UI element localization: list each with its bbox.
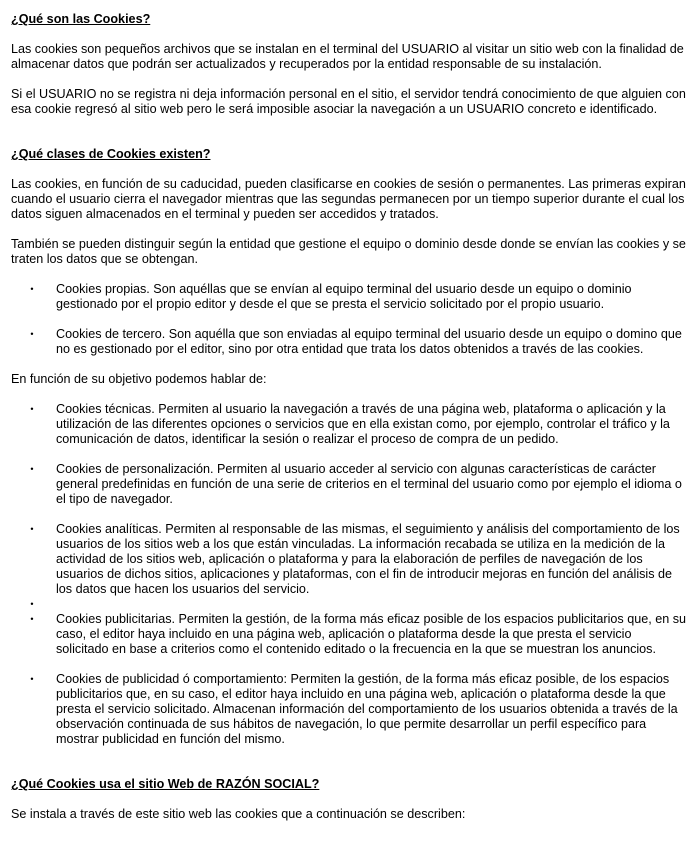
list-item-text: Cookies publicitarias. Permiten la gestión, de la forma más eficaz posible de los espacios publicitarios que, en su caso, el editor haya incluido en una página web, aplicación o plataforma desde la que presta el servicio solicitado en base a criterios como el contenido editado o la frecuencia en la que se muestran los anuncios. [56, 612, 687, 656]
paragraph-anonymous-user: Si el USUARIO no se registra ni deja información personal en el sitio, el servidor tendrá conocimiento de que alguien con esa cookie regresó al sitio web pero le será imposible asociar la navegación a un USUARIO concreto e identificado. [11, 87, 686, 116]
list-item [11, 462, 686, 507]
list-item-text: Cookies de publicidad ó comportamiento: Permiten la gestión, de la forma más eficaz posible, de los espacios publicitarios que, en su caso, el editor haya incluido en una página web, aplicación o plataforma desde la que presta el servicio solicitado. Almacenan información del comportamiento de los usuarios obtenida a través de la observación continuada de sus hábitos de navegación, lo que permite desarrollar un perfil específico para mostrar publicidad en función del mismo. [56, 672, 678, 746]
paragraph-site-cookies-intro: Se instala a través de este sitio web las cookies que a continuación se describen: [11, 807, 466, 821]
paragraph-entity-distinction: También se pueden distinguir según la entidad que gestione el equipo o dominio desde donde se envían las cookies y se traten los datos que se obtengan. [11, 237, 686, 266]
bullet-icon: • [30, 614, 34, 624]
list-item-text: Cookies de tercero. Son aquélla que son enviadas al equipo terminal del usuario desde un equipo o domino que no es gestionado por el editor, sino por otra entidad que trata los datos obtenidos a través de las cookies. [56, 327, 682, 356]
list-item [11, 327, 686, 357]
list-item [11, 522, 686, 597]
list-item [11, 672, 686, 747]
bullet-icon: • [30, 464, 34, 474]
heading-site-cookies: ¿Qué Cookies usa el sitio Web de RAZÓN SOCIAL? [11, 777, 320, 791]
bullet-icon: • [30, 284, 34, 294]
list-item [11, 282, 686, 312]
list-item-text: Cookies analíticas. Permiten al responsable de las mismas, el seguimiento y análisis del comportamiento de los usuarios de los sitios web a los que están vinculadas. La información recabada se utiliza en la medición de la actividad de los sitios web, aplicación o plataforma y para la elaboración de perfiles de navegación de los usuarios de dichos sitios, aplicaciones y plataformas, con el fin de introducir mejoras en función del análisis de los datos que hacen los usuarios del servicio. [56, 522, 680, 596]
list-item [11, 612, 686, 657]
list-item [11, 402, 686, 447]
list-item-text: Cookies de personalización. Permiten al usuario acceder al servicio con algunas características de carácter general predefinidas en función de una serie de criterios en el terminal del usuario como por ejemplo el idioma o el tipo de navegador. [56, 462, 682, 506]
bullet-icon: • [30, 599, 34, 609]
bullet-icon: • [30, 674, 34, 684]
paragraph-purpose-intro: En función de su objetivo podemos hablar de: [11, 372, 267, 386]
list-purpose-cookie-types [11, 402, 686, 747]
paragraph-cookies-definition: Las cookies son pequeños archivos que se instalan en el terminal del USUARIO al visitar un sitio web con la finalidad de almacenar datos que podrán ser actualizados y recuperados por la entidad responsable de su instalación. [11, 42, 684, 71]
list-item-text: Cookies propias. Son aquéllas que se envían al equipo terminal del usuario desde un equipo o dominio gestionado por el propio editor y desde el que se presta el servicio solicitado por el propio usuario. [56, 282, 632, 311]
list-entity-cookie-types [11, 282, 686, 357]
heading-what-are-cookies: ¿Qué son las Cookies? [11, 12, 151, 26]
paragraph-session-permanent: Las cookies, en función de su caducidad, pueden clasificarse en cookies de sesión o permanentes. Las primeras expiran cuando el usuario cierra el navegador mientras que las segundas permanecen por un tiempo superior durante el cual los datos siguen almacenados en el terminal y pueden ser accedidos y tratados. [11, 177, 686, 221]
bullet-icon: • [30, 524, 34, 534]
bullet-icon: • [30, 404, 34, 414]
list-item-empty [11, 597, 686, 612]
list-item-text: Cookies técnicas. Permiten al usuario la navegación a través de una página web, plataforma o aplicación y la utilización de las diferentes opciones o servicios que en ella existan como, por ejemplo, controlar el tráfico y la comunicación de datos, identificar la sesión o realizar el proceso de compra de un pedido. [56, 402, 670, 446]
bullet-icon: • [30, 329, 34, 339]
heading-cookie-types: ¿Qué clases de Cookies existen? [11, 147, 211, 161]
